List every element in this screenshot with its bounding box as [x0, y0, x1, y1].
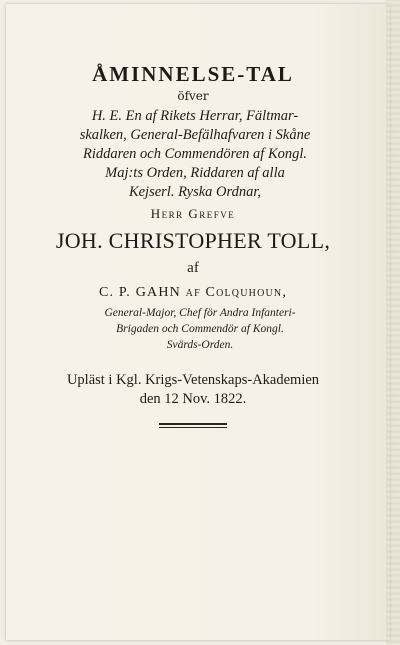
dedication-line: Kejserl. Ryska Ordnar,	[128, 184, 262, 200]
rank-line: Svärds-Orden.	[166, 339, 234, 351]
read-line: den 12 Nov. 1822.	[139, 391, 247, 407]
af-line: af	[187, 260, 199, 276]
read-line: Upläst i Kgl. Krigs-Vetenskaps-Akademien	[66, 372, 320, 388]
main-title: ÅMINNELSE-TAL	[92, 62, 294, 86]
honoree-name: JOH. CHRISTOPHER TOLL,	[55, 228, 331, 253]
herr-grefve: Herr Grefve	[150, 206, 236, 221]
rank-line: General-Major, Chef för Andra Infanteri-	[104, 307, 296, 319]
author-rank	[30, 305, 356, 353]
rank-line: Brigaden och Commendör af Kongl.	[116, 323, 284, 335]
dedication-line: skalken, General-Befälhafvaren i Skåne	[79, 127, 311, 143]
title-page-content	[30, 62, 356, 425]
dedication	[30, 107, 356, 202]
page-edge	[386, 0, 400, 645]
read-note	[30, 371, 356, 409]
ofver-line: öfver	[177, 89, 209, 103]
double-rule	[159, 423, 227, 425]
dedication-line: Riddaren och Commendören af Kongl.	[82, 146, 308, 162]
dedication-line: H. E. En af Rikets Herrar, Fältmar-	[91, 108, 299, 124]
dedication-line: Maj:ts Orden, Riddaren af alla	[105, 165, 285, 181]
author-name: C. P. GAHN af Colquhoun,	[98, 285, 288, 300]
